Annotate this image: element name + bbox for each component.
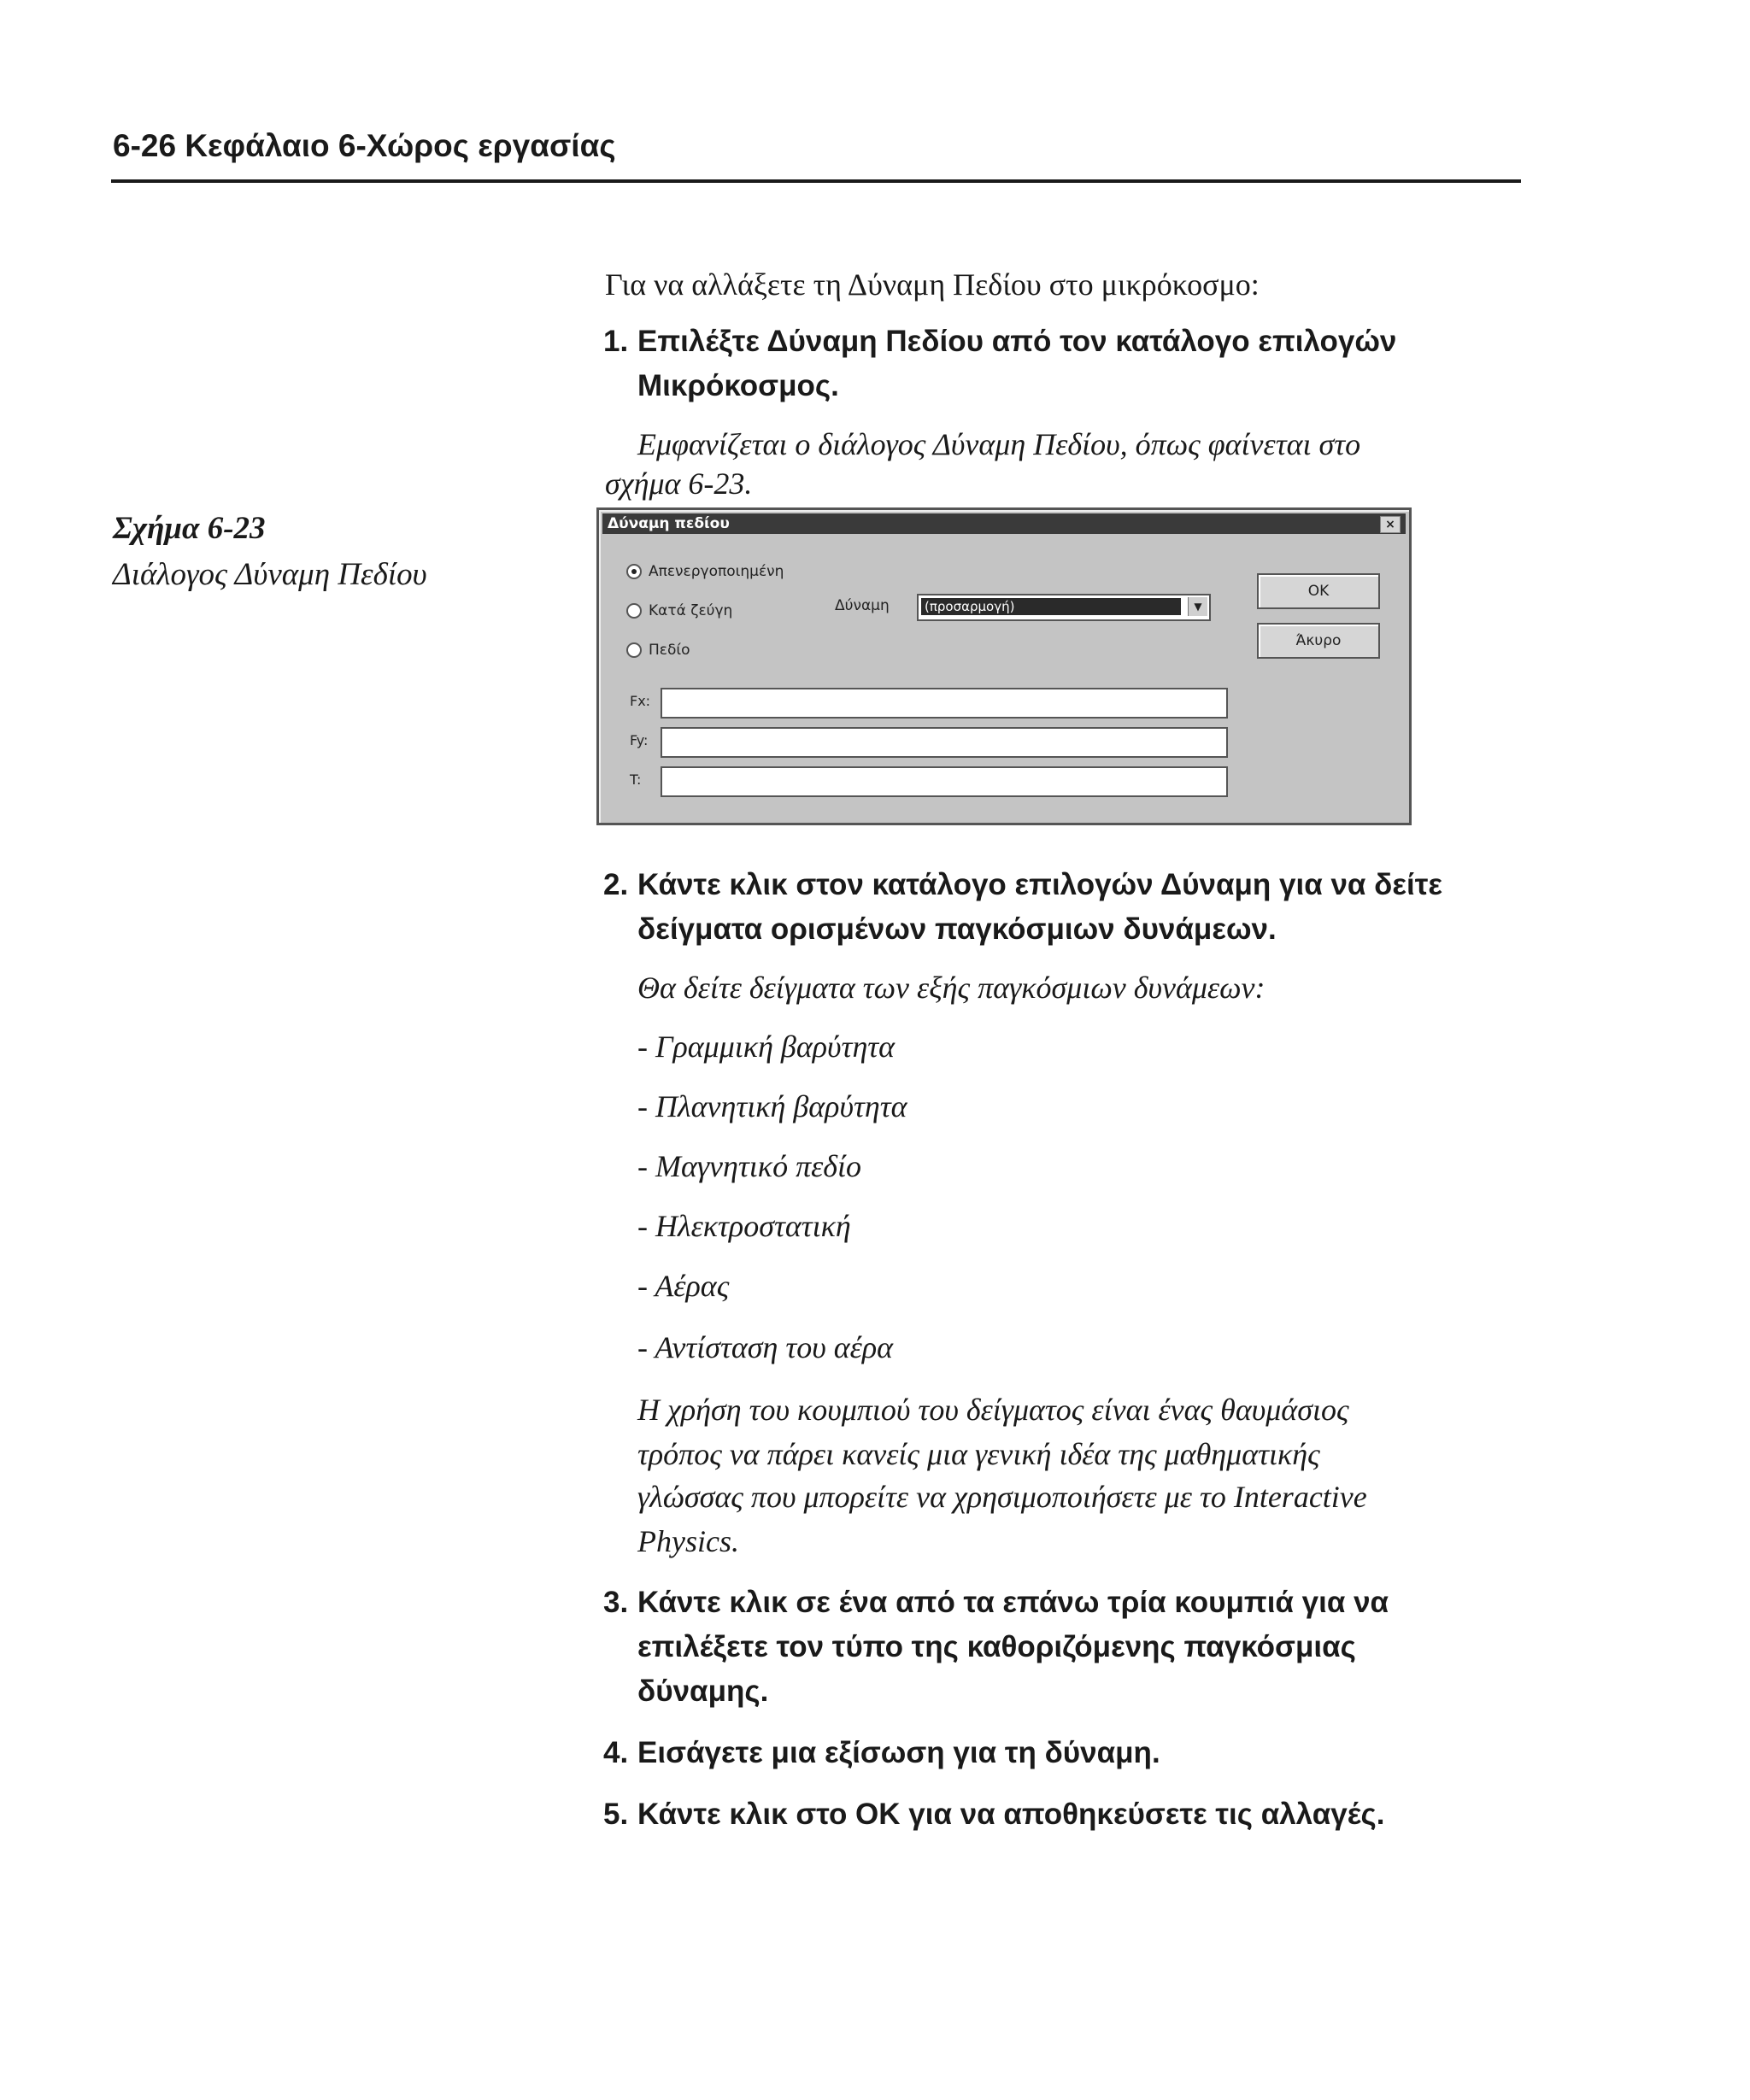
step-number: 3. [603,1586,629,1619]
intro-text: Για να αλλάξετε τη Δύναμη Πεδίου στο μικρόκοσμο: [605,267,1260,302]
force-list-item: - Γραμμική βαρύτητα [637,1029,896,1064]
close-icon[interactable]: × [1380,516,1401,533]
step-text: Μικρόκοσμος. [637,369,839,402]
dialog-titlebar [602,513,1406,534]
ok-button[interactable]: ΟΚ [1257,573,1380,609]
force-list-item: - Πλανητική βαρύτητα [637,1089,907,1123]
force-list-item: - Μαγνητικό πεδίο [637,1149,862,1183]
radio-field[interactable] [626,642,690,659]
step-text: Κάντε κλικ στον κατάλογο επιλογών Δύναμη για να δείτε [637,868,1442,901]
chevron-down-icon[interactable]: ▼ [1188,597,1207,616]
cancel-button[interactable]: Άκυρο [1257,623,1380,659]
header-rule [111,179,1521,183]
t-label: T: [630,771,642,788]
fx-input[interactable] [661,688,1228,719]
figure-caption [113,506,427,598]
fy-input[interactable] [661,727,1228,758]
note-line: Physics. [637,1524,739,1558]
step-number: 1. [603,325,629,358]
figure-caption-text: Διάλογος Δύναμη Πεδίου [113,557,427,592]
note-line: Η χρήση του κουμπιού του δείγματος είναι ένας θαυμάσιος [637,1393,1349,1427]
step-text: Επιλέξτε Δύναμη Πεδίου από τον κατάλογο επιλογών [637,325,1397,358]
step-text: επιλέξετε τον τύπο της καθοριζόμενης παγκόσμιας [637,1630,1356,1663]
step-number: 5. [603,1798,629,1831]
note-line: τρόπος να πάρει κανείς μια γενική ιδέα της μαθηματικής [637,1437,1320,1471]
radio-label: Πεδίο [649,642,690,659]
radio-indicator [626,603,642,619]
step-text: Κάντε κλικ σε ένα από τα επάνω τρία κουμπιά για να [637,1586,1389,1619]
step-2 [603,863,1442,952]
step-5 [603,1792,1384,1837]
radio-pairwise[interactable] [626,602,732,619]
step-text: δύναμης. [637,1675,769,1708]
note-line: Θα δείτε δείγματα των εξής παγκόσμιων δυνάμεων: [637,971,1266,1005]
step-3 [603,1581,1389,1714]
radio-indicator [626,564,642,579]
radio-label: Κατά ζεύγη [649,602,733,619]
radio-off[interactable] [626,563,784,580]
step-number: 2. [603,868,629,901]
field-force-dialog [596,507,1412,825]
t-input[interactable] [661,766,1228,797]
force-select-value: (προσαρμογή) [921,598,1181,615]
figure-number: Σχήμα 6-23 [113,511,266,546]
force-label: Δύναμη [835,597,890,614]
fy-label: Fy: [630,732,649,748]
radio-indicator [626,642,642,658]
force-list-item: - Αντίσταση του αέρα [637,1330,894,1364]
page-header-title: 6-26 Κεφάλαιο 6-Χώρος εργασίας [113,128,616,163]
step-text: Κάντε κλικ στο ΟΚ για να αποθηκεύσετε τις αλλαγές. [637,1798,1385,1831]
step-text: Εισάγετε μια εξίσωση για τη δύναμη. [637,1736,1160,1769]
dialog-title: Δύναμη πεδίου [608,515,730,532]
note-line: γλώσσας που μπορείτε να χρησιμοποιήσετε με το Interactive [637,1480,1367,1514]
step-text: δείγματα ορισμένων παγκόσμιων δυνάμεων. [637,912,1277,946]
note-line: σχήμα 6-23. [605,466,753,501]
fx-label: Fx: [630,693,651,709]
radio-label: Απενεργοποιημένη [649,563,784,580]
force-select[interactable] [917,594,1211,621]
force-list-item: - Ηλεκτροστατική [637,1209,851,1243]
note-line: Εμφανίζεται ο διάλογος Δύναμη Πεδίου, όπως φαίνεται στο [637,427,1361,461]
step-number: 4. [603,1736,629,1769]
step-4 [603,1731,1160,1775]
force-list-item: - Αέρας [637,1269,730,1303]
step-1 [603,320,1396,408]
